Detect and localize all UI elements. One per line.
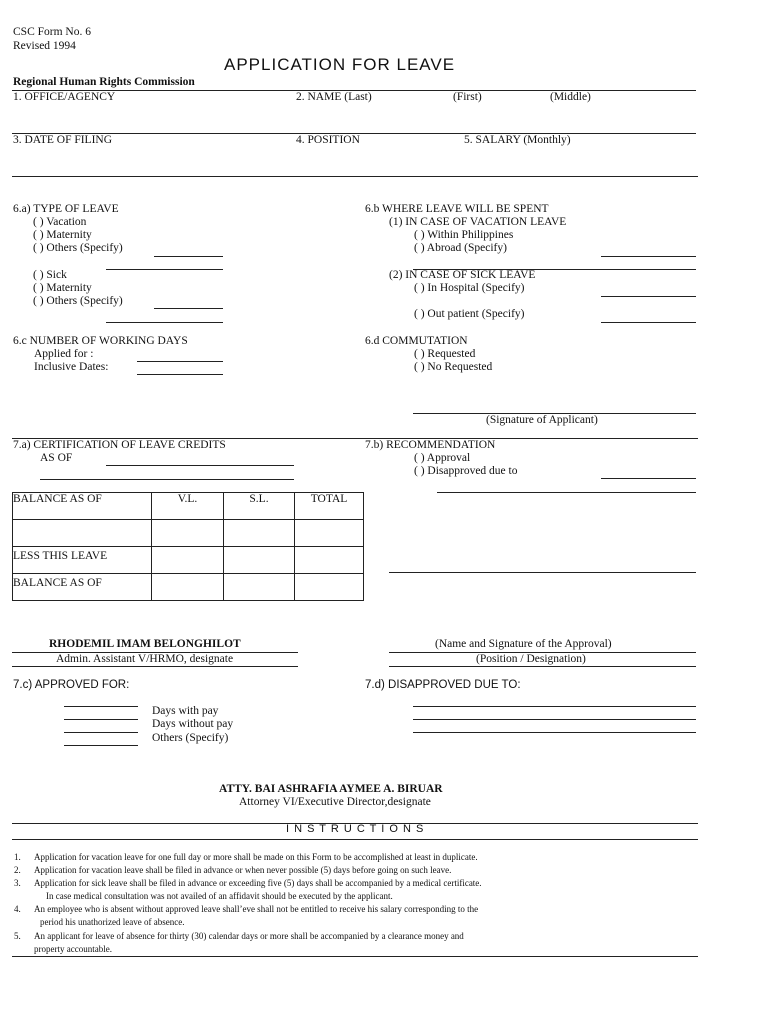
disapproved-reason-line[interactable]	[413, 732, 696, 733]
others-specify-label: Others (Specify)	[152, 732, 229, 744]
table-header-cell: S.L.	[224, 493, 295, 520]
table-header-cell: V.L.	[152, 493, 224, 520]
disapproved-reason-line[interactable]	[601, 478, 696, 479]
within-philippines-option[interactable]: ( ) Within Philippines	[414, 229, 514, 241]
table-cell[interactable]	[224, 547, 295, 574]
approval-name-label: (Name and Signature of the Approval)	[435, 638, 612, 650]
instruction-text: In case medical consultation was not availed of an affidavit should be executed by the applicant.	[46, 891, 393, 901]
position-label: 4. POSITION	[296, 134, 360, 146]
abroad-specify-line[interactable]	[601, 256, 696, 257]
name-last-label: 2. NAME (Last)	[296, 91, 372, 103]
applied-for-label: Applied for :	[34, 348, 94, 360]
outpatient-specify-line[interactable]	[601, 322, 696, 323]
requested-option[interactable]: ( ) Requested	[414, 348, 476, 360]
recommendation-heading: 7.b) RECOMMENDATION	[365, 439, 496, 451]
divider-line	[389, 666, 696, 667]
working-days-heading: 6.c NUMBER OF WORKING DAYS	[13, 335, 188, 347]
table-cell[interactable]	[295, 520, 364, 547]
maternity-option[interactable]: ( ) Maternity	[33, 282, 92, 294]
as-of-line[interactable]	[40, 479, 294, 480]
table-row	[13, 493, 364, 520]
out-patient-option[interactable]: ( ) Out patient (Specify)	[414, 308, 525, 320]
divider-line	[12, 666, 298, 667]
table-cell: BALANCE AS OF	[13, 574, 152, 601]
divider-line	[12, 956, 698, 957]
instruction-number: 3.	[14, 878, 21, 888]
vacation-option[interactable]: ( ) Vacation	[33, 216, 87, 228]
officer-title: Admin. Assistant V/HRMO, designate	[56, 653, 234, 665]
table-cell[interactable]	[295, 547, 364, 574]
approval-option[interactable]: ( ) Approval	[414, 452, 471, 464]
vacation-case-label: (1) IN CASE OF VACATION LEAVE	[389, 216, 567, 228]
table-row	[13, 574, 364, 601]
where-spent-heading: 6.b WHERE LEAVE WILL BE SPENT	[365, 203, 549, 215]
page-title: APPLICATION FOR LEAVE	[224, 55, 456, 74]
others-specify-line[interactable]	[154, 308, 223, 309]
director-title: Attorney VI/Executive Director,designate	[239, 796, 431, 808]
instruction-number: 4.	[14, 904, 21, 914]
disapproved-reason-line[interactable]	[413, 706, 696, 707]
salary-label: 5. SALARY (Monthly)	[464, 134, 571, 146]
instructions-heading: I N S T R U C T I O N S	[286, 823, 425, 835]
table-cell: LESS THIS LEAVE	[13, 547, 152, 574]
table-cell[interactable]	[13, 520, 152, 547]
instruction-text: An applicant for leave of absence for thirty (30) calendar days or more shall be accompanied by a clearance money and	[34, 931, 464, 941]
approved-for-heading: 7.c) APPROVED FOR:	[13, 679, 130, 691]
instruction-number: 5.	[14, 931, 21, 941]
sick-option[interactable]: ( ) Sick	[33, 269, 67, 281]
disapproved-reason-line[interactable]	[437, 492, 696, 493]
type-of-leave-heading: 6.a) TYPE OF LEAVE	[13, 203, 119, 215]
approval-position-label: (Position / Designation)	[476, 653, 586, 665]
certification-heading: 7.a) CERTIFICATION OF LEAVE CREDITS	[13, 439, 226, 451]
instruction-text: An employee who is absent without approved leave shall’eve shall not be entitled to receive his salary corresponding to the	[34, 904, 479, 914]
applied-for-line[interactable]	[137, 361, 223, 362]
days-with-pay-label: Days with pay	[152, 705, 219, 717]
table-header-cell: BALANCE AS OF	[13, 493, 152, 520]
others-specify-line[interactable]	[106, 269, 223, 270]
leave-credits-table	[12, 492, 364, 601]
instruction-text: Application for vacation leave for one full day or more shall be made on this Form to be accomplished at least in duplicate.	[34, 852, 478, 862]
form-number: CSC Form No. 6	[13, 26, 91, 38]
table-cell[interactable]	[152, 547, 224, 574]
instruction-text: property accountable.	[34, 944, 112, 954]
disapproved-heading: 7.d) DISAPPROVED DUE TO:	[365, 679, 521, 691]
agency-name: Regional Human Rights Commission	[13, 76, 195, 88]
table-row	[13, 520, 364, 547]
instruction-text: Application for sick leave shall be filed in advance or exceeding five (5) days shall be accompanied by a medical certificate.	[34, 878, 482, 888]
not-requested-option[interactable]: ( ) No Requested	[414, 361, 493, 373]
table-cell[interactable]	[152, 574, 224, 601]
name-first-label: (First)	[453, 91, 482, 103]
instruction-number: 1.	[14, 852, 21, 862]
office-label: 1. OFFICE/AGENCY	[13, 91, 116, 103]
table-cell[interactable]	[152, 520, 224, 547]
divider-line	[12, 839, 698, 840]
days-without-pay-label: Days without pay	[152, 718, 234, 730]
name-middle-label: (Middle)	[550, 91, 591, 103]
officer-name: RHODEMIL IMAM BELONGHILOT	[49, 638, 241, 650]
table-row	[13, 547, 364, 574]
director-name: ATTY. BAI ASHRAFIA AYMEE A. BIRUAR	[219, 783, 443, 795]
revision-date: Revised 1994	[13, 40, 76, 52]
in-hospital-option[interactable]: ( ) In Hospital (Specify)	[414, 282, 525, 294]
others-option[interactable]: ( ) Others (Specify)	[33, 295, 123, 307]
others-specify-line[interactable]	[106, 322, 223, 323]
as-of-label: AS OF	[40, 452, 73, 464]
instruction-text: Application for vacation leave shall be filed in advance or when never possible (5) days before going on such leave.	[34, 865, 452, 875]
disapproved-option[interactable]: ( ) Disapproved due to	[414, 465, 518, 477]
disapproved-reason-line[interactable]	[413, 719, 696, 720]
divider-line	[12, 176, 698, 177]
others-option[interactable]: ( ) Others (Specify)	[33, 242, 123, 254]
others-specify-line[interactable]	[64, 732, 138, 733]
days-without-pay-line[interactable]	[64, 719, 138, 720]
table-cell[interactable]	[224, 574, 295, 601]
date-filing-label: 3. DATE OF FILING	[13, 134, 113, 146]
table-cell[interactable]	[295, 574, 364, 601]
others-specify-line[interactable]	[64, 745, 138, 746]
hospital-specify-line[interactable]	[601, 296, 696, 297]
commutation-heading: 6.d COMMUTATION	[365, 335, 468, 347]
instruction-number: 2.	[14, 865, 21, 875]
others-specify-line[interactable]	[154, 256, 223, 257]
as-of-line[interactable]	[106, 465, 294, 466]
table-cell[interactable]	[224, 520, 295, 547]
table-header-cell: TOTAL	[295, 493, 364, 520]
days-with-pay-line[interactable]	[64, 706, 138, 707]
sick-case-label: (2) IN CASE OF SICK LEAVE	[389, 269, 536, 281]
recommendation-signature-line[interactable]	[389, 572, 696, 573]
maternity-option[interactable]: ( ) Maternity	[33, 229, 92, 241]
applicant-signature-label: (Signature of Applicant)	[486, 414, 598, 426]
inclusive-dates-label: Inclusive Dates:	[34, 361, 109, 373]
inclusive-dates-line[interactable]	[137, 374, 223, 375]
instruction-text: period his unathorized leave of absence.	[40, 917, 185, 927]
abroad-option[interactable]: ( ) Abroad (Specify)	[414, 242, 507, 254]
